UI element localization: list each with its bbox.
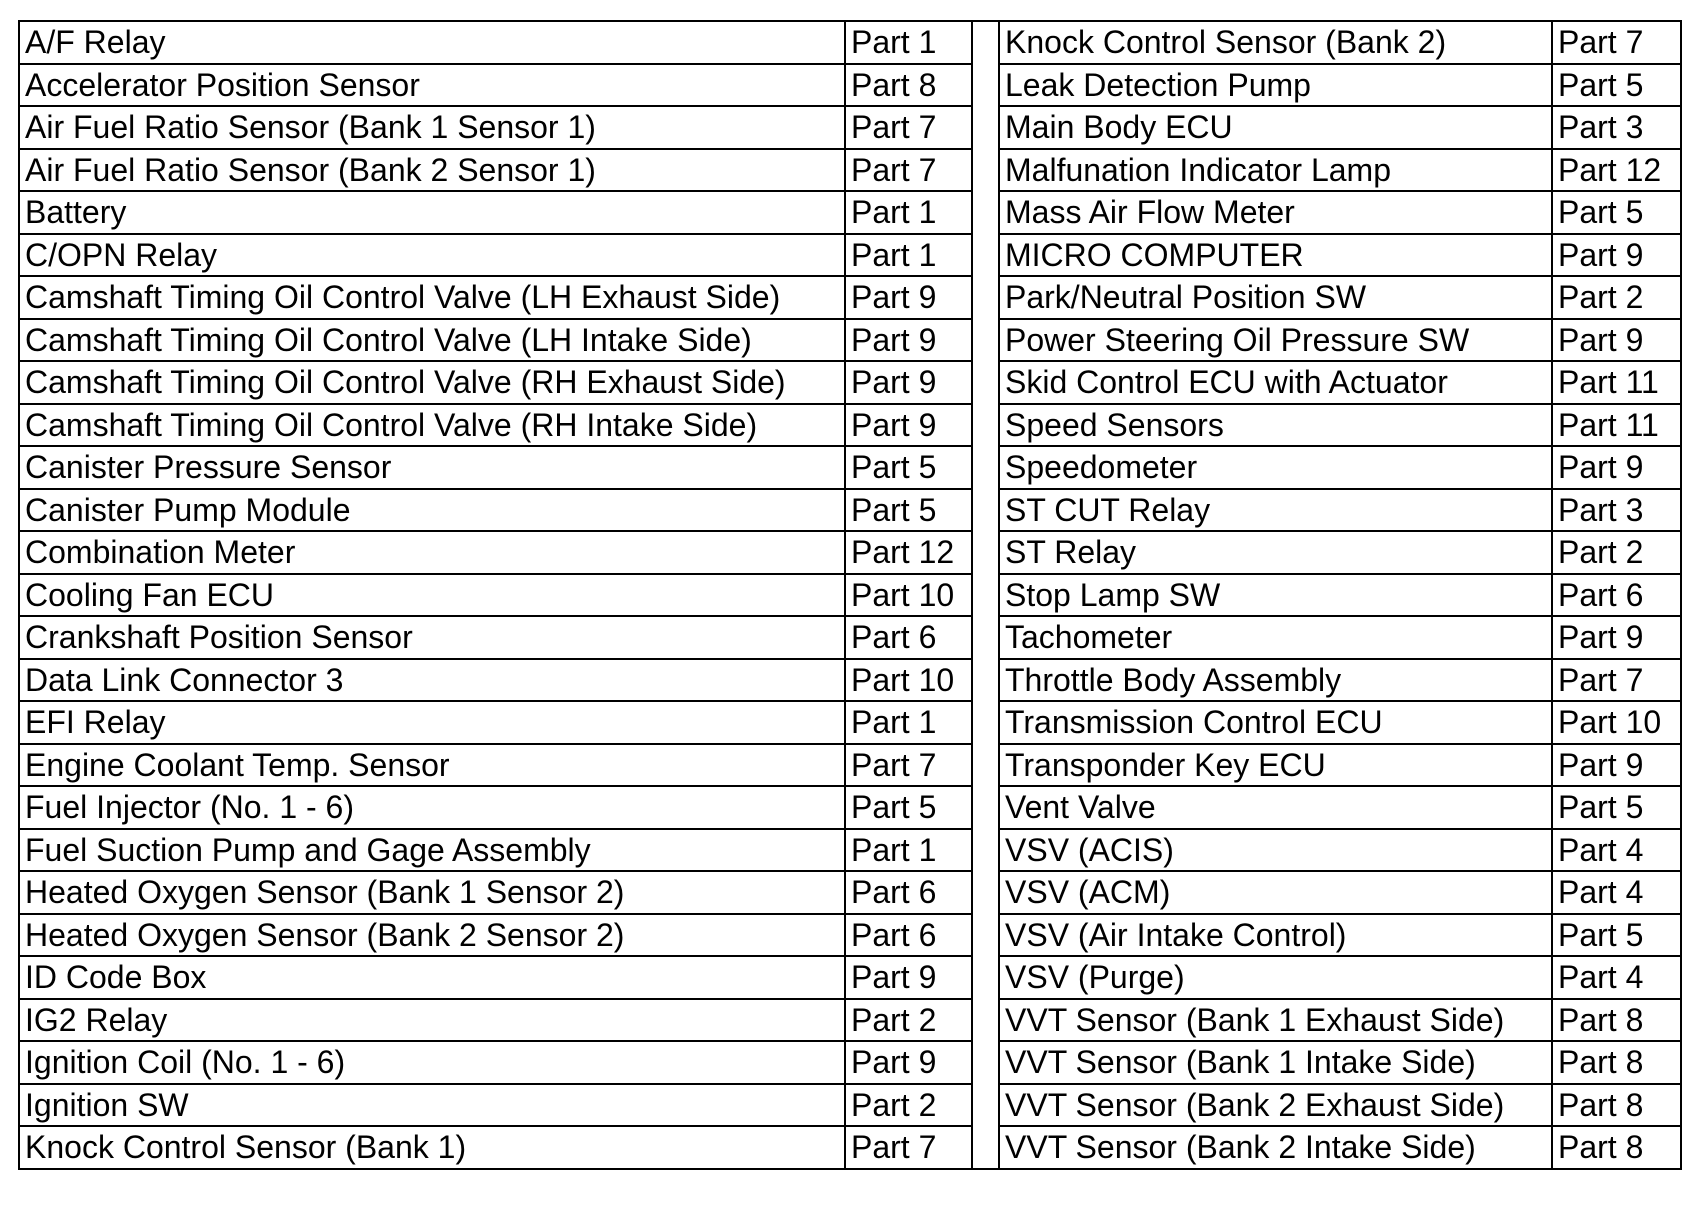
component-name-cell: Combination Meter (19, 531, 845, 574)
component-name-cell: Throttle Body Assembly (999, 659, 1552, 702)
part-number-cell: Part 6 (845, 616, 972, 659)
component-name-cell: Fuel Suction Pump and Gage Assembly (19, 829, 845, 872)
table-row (19, 361, 1681, 404)
component-name-cell: C/OPN Relay (19, 234, 845, 277)
component-index-body (19, 21, 1681, 1169)
part-number-cell: Part 5 (1552, 191, 1681, 234)
table-row (19, 489, 1681, 532)
table-row (19, 956, 1681, 999)
part-number-cell: Part 11 (1552, 404, 1681, 447)
part-number-cell: Part 9 (1552, 446, 1681, 489)
component-name-cell: Leak Detection Pump (999, 64, 1552, 107)
part-number-cell: Part 7 (845, 1126, 972, 1169)
component-name-cell: Vent Valve (999, 786, 1552, 829)
component-name-cell: Speed Sensors (999, 404, 1552, 447)
part-number-cell: Part 5 (1552, 914, 1681, 957)
part-number-cell: Part 9 (1552, 234, 1681, 277)
component-name-cell: Air Fuel Ratio Sensor (Bank 1 Sensor 1) (19, 106, 845, 149)
part-number-cell: Part 11 (1552, 361, 1681, 404)
part-number-cell: Part 8 (1552, 1126, 1681, 1169)
part-number-cell: Part 5 (845, 489, 972, 532)
part-number-cell: Part 4 (1552, 956, 1681, 999)
table-row (19, 276, 1681, 319)
table-row (19, 149, 1681, 192)
component-name-cell: Park/Neutral Position SW (999, 276, 1552, 319)
table-row (19, 531, 1681, 574)
part-number-cell: Part 6 (845, 914, 972, 957)
table-row (19, 1126, 1681, 1169)
part-number-cell: Part 9 (1552, 744, 1681, 787)
part-number-cell: Part 9 (845, 319, 972, 362)
part-number-cell: Part 12 (1552, 149, 1681, 192)
part-number-cell: Part 10 (845, 574, 972, 617)
table-row (19, 914, 1681, 957)
part-number-cell: Part 8 (1552, 999, 1681, 1042)
table-row (19, 616, 1681, 659)
component-name-cell: Fuel Injector (No. 1 - 6) (19, 786, 845, 829)
table-row (19, 871, 1681, 914)
table-row (19, 574, 1681, 617)
part-number-cell: Part 5 (845, 446, 972, 489)
component-name-cell: VVT Sensor (Bank 2 Exhaust Side) (999, 1084, 1552, 1127)
component-name-cell: Cooling Fan ECU (19, 574, 845, 617)
part-number-cell: Part 8 (1552, 1041, 1681, 1084)
table-row (19, 999, 1681, 1042)
component-name-cell: Canister Pressure Sensor (19, 446, 845, 489)
part-number-cell: Part 3 (1552, 106, 1681, 149)
part-number-cell: Part 8 (1552, 1084, 1681, 1127)
component-name-cell: Main Body ECU (999, 106, 1552, 149)
component-name-cell: Transmission Control ECU (999, 701, 1552, 744)
part-number-cell: Part 5 (845, 786, 972, 829)
component-name-cell: Transponder Key ECU (999, 744, 1552, 787)
component-name-cell: ST CUT Relay (999, 489, 1552, 532)
component-name-cell: Knock Control Sensor (Bank 2) (999, 21, 1552, 64)
part-number-cell: Part 6 (845, 871, 972, 914)
component-name-cell: Ignition Coil (No. 1 - 6) (19, 1041, 845, 1084)
component-name-cell: Crankshaft Position Sensor (19, 616, 845, 659)
component-name-cell: Speedometer (999, 446, 1552, 489)
table-row (19, 829, 1681, 872)
table-row (19, 234, 1681, 277)
part-number-cell: Part 1 (845, 701, 972, 744)
component-name-cell: Mass Air Flow Meter (999, 191, 1552, 234)
component-name-cell: ST Relay (999, 531, 1552, 574)
component-name-cell: IG2 Relay (19, 999, 845, 1042)
component-name-cell: Knock Control Sensor (Bank 1) (19, 1126, 845, 1169)
part-number-cell: Part 8 (845, 64, 972, 107)
component-name-cell: Camshaft Timing Oil Control Valve (RH Exhaust Side) (19, 361, 845, 404)
component-name-cell: VVT Sensor (Bank 1 Exhaust Side) (999, 999, 1552, 1042)
part-number-cell: Part 9 (845, 956, 972, 999)
part-number-cell: Part 5 (1552, 786, 1681, 829)
component-name-cell: Ignition SW (19, 1084, 845, 1127)
component-name-cell: Heated Oxygen Sensor (Bank 1 Sensor 2) (19, 871, 845, 914)
component-name-cell: VSV (ACIS) (999, 829, 1552, 872)
part-number-cell: Part 9 (845, 1041, 972, 1084)
table-row (19, 1041, 1681, 1084)
part-number-cell: Part 1 (845, 829, 972, 872)
component-name-cell: Engine Coolant Temp. Sensor (19, 744, 845, 787)
component-name-cell: VVT Sensor (Bank 2 Intake Side) (999, 1126, 1552, 1169)
part-number-cell: Part 4 (1552, 829, 1681, 872)
component-name-cell: VVT Sensor (Bank 1 Intake Side) (999, 1041, 1552, 1084)
part-number-cell: Part 7 (845, 106, 972, 149)
part-number-cell: Part 9 (1552, 319, 1681, 362)
component-name-cell: EFI Relay (19, 701, 845, 744)
part-number-cell: Part 3 (1552, 489, 1681, 532)
table-row (19, 64, 1681, 107)
part-number-cell: Part 2 (1552, 531, 1681, 574)
part-number-cell: Part 12 (845, 531, 972, 574)
table-row (19, 744, 1681, 787)
part-number-cell: Part 7 (845, 744, 972, 787)
component-name-cell: Tachometer (999, 616, 1552, 659)
component-name-cell: Camshaft Timing Oil Control Valve (RH Intake Side) (19, 404, 845, 447)
component-name-cell: Accelerator Position Sensor (19, 64, 845, 107)
component-name-cell: Skid Control ECU with Actuator (999, 361, 1552, 404)
part-number-cell: Part 9 (1552, 616, 1681, 659)
component-index-table (18, 20, 1682, 1170)
component-name-cell: Camshaft Timing Oil Control Valve (LH Exhaust Side) (19, 276, 845, 319)
part-number-cell: Part 1 (845, 21, 972, 64)
table-row (19, 191, 1681, 234)
component-name-cell: Heated Oxygen Sensor (Bank 2 Sensor 2) (19, 914, 845, 957)
table-row (19, 404, 1681, 447)
component-name-cell: ID Code Box (19, 956, 845, 999)
part-number-cell: Part 4 (1552, 871, 1681, 914)
part-number-cell: Part 6 (1552, 574, 1681, 617)
part-number-cell: Part 7 (1552, 659, 1681, 702)
part-number-cell: Part 2 (845, 999, 972, 1042)
component-name-cell: Battery (19, 191, 845, 234)
table-row (19, 701, 1681, 744)
component-name-cell: Canister Pump Module (19, 489, 845, 532)
table-row (19, 1084, 1681, 1127)
component-name-cell: Camshaft Timing Oil Control Valve (LH Intake Side) (19, 319, 845, 362)
part-number-cell: Part 10 (845, 659, 972, 702)
table-row (19, 659, 1681, 702)
part-number-cell: Part 9 (845, 276, 972, 319)
column-divider (972, 21, 999, 1169)
part-number-cell: Part 10 (1552, 701, 1681, 744)
table-row (19, 106, 1681, 149)
part-number-cell: Part 7 (1552, 21, 1681, 64)
table-row (19, 446, 1681, 489)
component-name-cell: VSV (ACM) (999, 871, 1552, 914)
component-name-cell: A/F Relay (19, 21, 845, 64)
table-row (19, 319, 1681, 362)
part-number-cell: Part 9 (845, 361, 972, 404)
component-name-cell: VSV (Air Intake Control) (999, 914, 1552, 957)
component-name-cell: Air Fuel Ratio Sensor (Bank 2 Sensor 1) (19, 149, 845, 192)
table-row (19, 21, 1681, 64)
component-name-cell: Malfunation Indicator Lamp (999, 149, 1552, 192)
component-name-cell: MICRO COMPUTER (999, 234, 1552, 277)
component-name-cell: Power Steering Oil Pressure SW (999, 319, 1552, 362)
part-number-cell: Part 2 (845, 1084, 972, 1127)
part-number-cell: Part 2 (1552, 276, 1681, 319)
part-number-cell: Part 7 (845, 149, 972, 192)
part-number-cell: Part 1 (845, 191, 972, 234)
part-number-cell: Part 1 (845, 234, 972, 277)
component-name-cell: Stop Lamp SW (999, 574, 1552, 617)
component-name-cell: Data Link Connector 3 (19, 659, 845, 702)
component-name-cell: VSV (Purge) (999, 956, 1552, 999)
table-row (19, 786, 1681, 829)
part-number-cell: Part 9 (845, 404, 972, 447)
part-number-cell: Part 5 (1552, 64, 1681, 107)
